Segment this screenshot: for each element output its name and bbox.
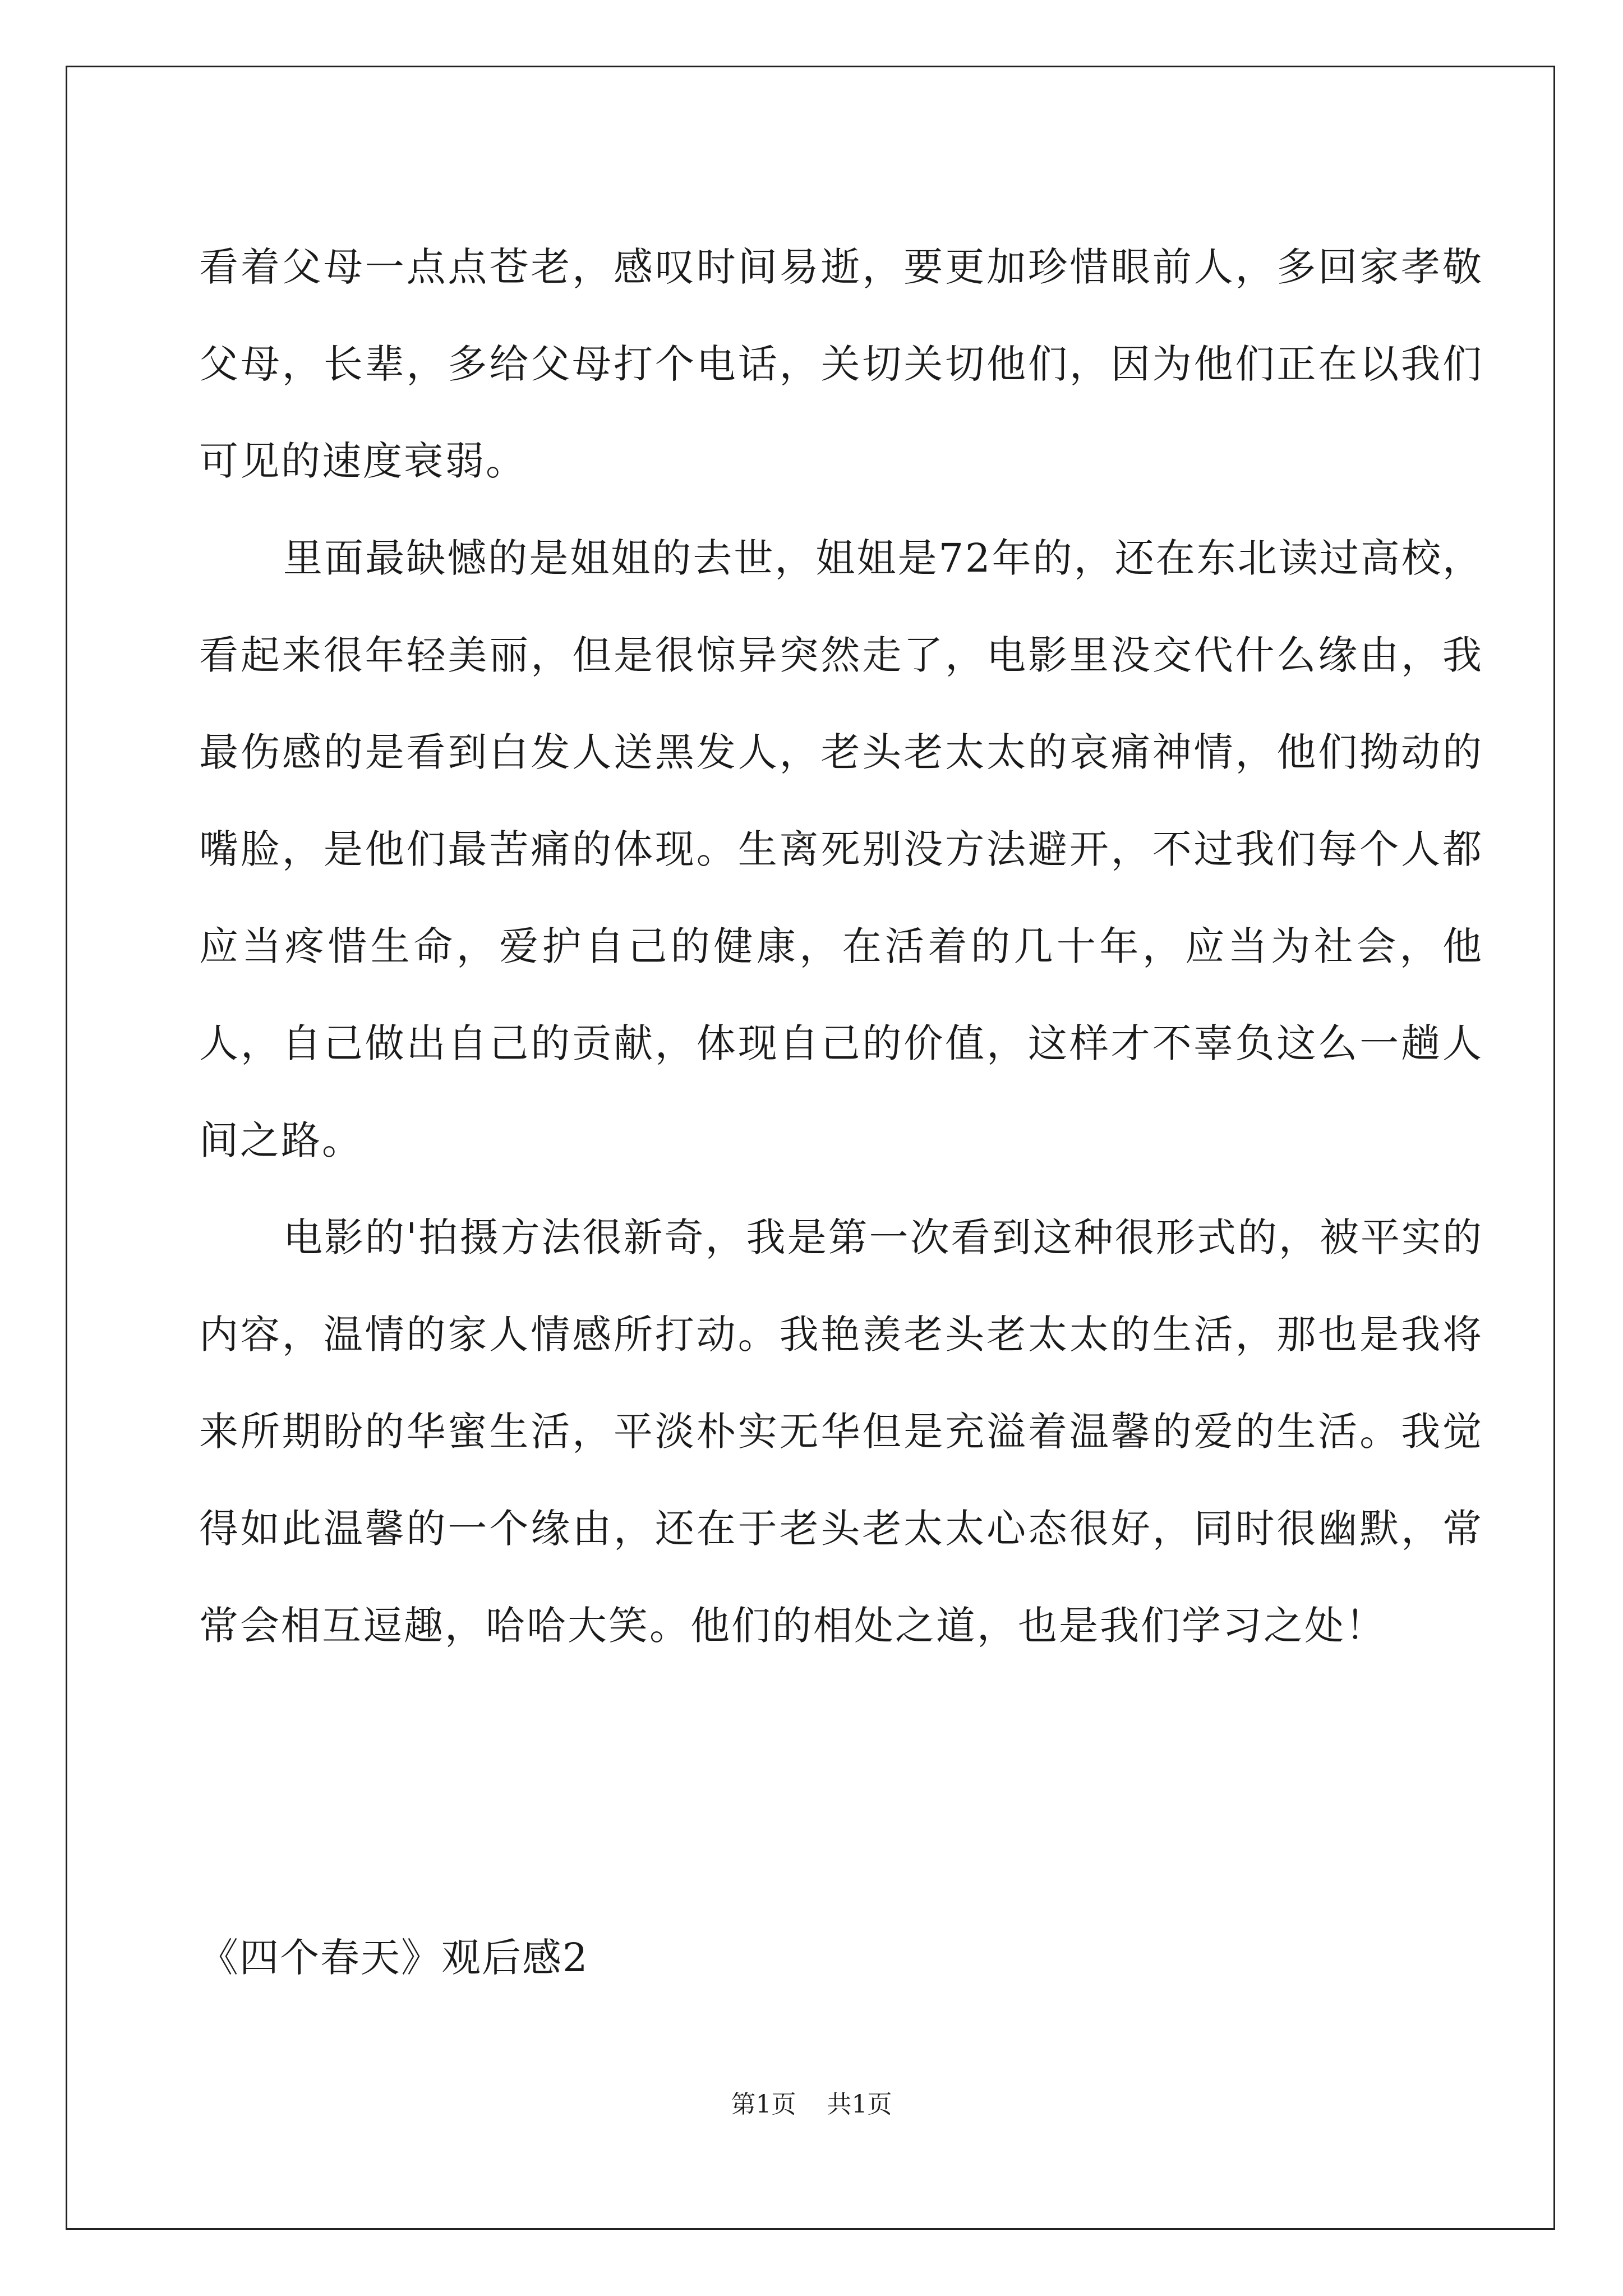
page-number: 第1页 [731, 2090, 796, 2119]
page-footer [0, 2088, 1623, 2122]
paragraph-2: 里面最缺憾的是姐姐的去世，姐姐是72年的，还在东北读过高校，看起来很年轻美丽，但是很惊异突然走了，电影里没交代什么缘由，我最伤感的是看到白发人送黑发人，老头老太太的哀痛神情，他们拗动的嘴脸，是他们最苦痛的体现。生离死别没方法避开，不过我们每个人都应当疼惜生命，爱护自己的健康，在活着的几十年，应当为社会，他人，自己做出自己的贡献，体现自己的价值，这样才不辜负这么一趟人间之路。 [199, 535, 1483, 1163]
paragraph-1: 看着父母一点点苍老，感叹时间易逝，要更加珍惜眼前人，多回家孝敬父母，长辈，多给父母打个电话，关切关切他们，因为他们正在以我们可见的速度衰弱。 [199, 244, 1483, 484]
page-total: 共1页 [827, 2090, 892, 2119]
paragraph-3: 电影的'拍摄方法很新奇，我是第一次看到这种很形式的，被平实的内容，温情的家人情感所打动。我艳羡老头老太太的生活，那也是我将来所期盼的华蜜生活，平淡朴实无华但是充溢着温馨的爱的生活。我觉得如此温馨的一个缘由，还在于老头老太太心态很好，同时很幽默，常常会相互逗趣，哈哈大笑。他们的相处之道，也是我们学习之处！ [199, 1214, 1483, 1649]
article-body [199, 219, 1483, 1674]
section-heading: 《四个春天》观后感2 [199, 1935, 589, 1981]
